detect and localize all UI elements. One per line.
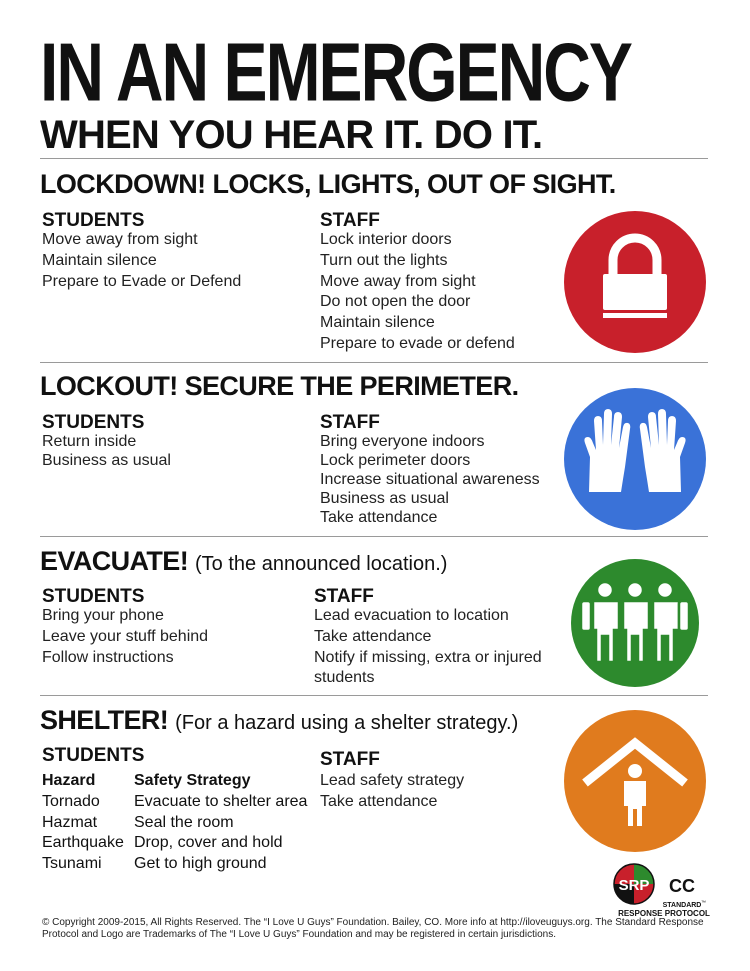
list-item: Return inside xyxy=(42,433,137,450)
srp-logo xyxy=(612,860,716,918)
evacuate-heading xyxy=(40,545,447,580)
list-item: Business as usual xyxy=(42,452,171,469)
table-row xyxy=(42,813,307,834)
list-item: Move away from sight xyxy=(320,272,476,290)
list-item: Lock perimeter doors xyxy=(320,452,471,469)
divider xyxy=(40,362,708,363)
shelter-heading-note: (For a hazard using a shelter strategy.) xyxy=(175,712,519,734)
lockdown-staff-label: STAFF xyxy=(320,210,380,231)
list-item: Notify if missing, extra or injured xyxy=(314,648,542,666)
list-item: Business as usual xyxy=(320,490,449,507)
shelter-students-label: STUDENTS xyxy=(42,745,145,766)
shelter-person-icon xyxy=(563,709,707,853)
table-header-row xyxy=(42,771,307,792)
hazard-column-header: Hazard xyxy=(42,772,96,789)
lockout-staff-list xyxy=(320,432,540,527)
padlock-icon xyxy=(563,210,707,354)
lockout-staff-label: STAFF xyxy=(320,412,380,433)
shelter-staff-list xyxy=(320,771,464,813)
list-item: Turn out the lights xyxy=(320,251,448,269)
list-item: Bring your phone xyxy=(42,607,164,624)
list-item: Maintain silence xyxy=(42,251,157,269)
lockout-students-list xyxy=(42,432,171,470)
logo-line1: STANDARD xyxy=(662,902,702,909)
list-item: Take attendance xyxy=(314,627,432,645)
list-item: Bring everyone indoors xyxy=(320,433,485,450)
people-group-icon xyxy=(563,558,707,688)
page-subtitle: WHEN YOU HEAR IT. DO IT. xyxy=(40,113,543,157)
lockdown-students-list xyxy=(42,230,241,292)
strategy-cell: Drop, cover and hold xyxy=(134,834,283,852)
shelter-staff-label: STAFF xyxy=(320,749,380,770)
list-item: Increase situational awareness xyxy=(320,471,540,488)
divider xyxy=(40,695,708,696)
list-item: Maintain silence xyxy=(320,314,435,332)
lockout-students-label: STUDENTS xyxy=(42,412,145,433)
evacuate-students-label: STUDENTS xyxy=(42,586,145,607)
list-item: Do not open the door xyxy=(320,293,471,311)
evacuate-staff-label: STAFF xyxy=(314,586,374,607)
list-item: Prepare to Evade or Defend xyxy=(42,272,242,290)
list-item: Take attendance xyxy=(320,792,438,810)
list-item: Prepare to evade or defend xyxy=(320,334,515,352)
hazard-cell: Earthquake xyxy=(42,834,124,852)
strategy-column-header: Safety Strategy xyxy=(134,772,251,789)
logo-line2: RESPONSE PROTOCOL xyxy=(618,909,710,918)
list-item: Follow instructions xyxy=(42,648,174,666)
table-row xyxy=(42,854,307,875)
footer-copyright: © Copyright 2009-2015, All Rights Reserved. The “I Love U Guys” Foundation. Bailey, CO. More info at http://iloveuguys.org. The Standard Response Protocol and Logo are Trademarks of The “I Love U Guys” Foundation and may be registered in certain jurisdictions. xyxy=(42,917,704,940)
page-title: IN AN EMERGENCY xyxy=(40,25,631,118)
shelter-heading-title: SHELTER! xyxy=(40,705,169,735)
list-item: Leave your stuff behind xyxy=(42,627,209,645)
lockdown-heading: LOCKDOWN! LOCKS, LIGHTS, OUT OF SIGHT. xyxy=(40,169,616,199)
strategy-cell: Evacuate to shelter area xyxy=(134,792,308,810)
logo-tm: ™ xyxy=(701,900,706,906)
strategy-cell: Get to high ground xyxy=(134,855,267,873)
lockdown-staff-list xyxy=(320,230,515,355)
list-item: Take attendance xyxy=(320,509,438,526)
hazard-cell: Hazmat xyxy=(42,813,98,831)
list-item: Lead evacuation to location xyxy=(314,607,509,624)
hands-icon xyxy=(563,387,707,531)
list-item: Lock interior doors xyxy=(320,231,452,248)
lockdown-students-label: STUDENTS xyxy=(42,210,145,231)
divider xyxy=(40,536,708,537)
table-row xyxy=(42,792,307,813)
list-item: Lead safety strategy xyxy=(320,772,465,789)
divider xyxy=(40,158,708,159)
shelter-heading xyxy=(40,704,518,739)
list-item: Move away from sight xyxy=(42,231,198,248)
strategy-cell: Seal the room xyxy=(134,813,234,831)
logo-mark: SRP xyxy=(618,877,650,894)
lockout-heading: LOCKOUT! SECURE THE PERIMETER. xyxy=(40,371,519,401)
evacuate-heading-title: EVACUATE! xyxy=(40,546,189,576)
shelter-strategy-table xyxy=(42,771,307,875)
table-row xyxy=(42,833,307,854)
list-item: students xyxy=(314,669,375,687)
evacuate-heading-note: (To the announced location.) xyxy=(195,553,448,575)
evacuate-staff-list xyxy=(314,606,542,689)
logo-cc: CC xyxy=(669,876,695,896)
evacuate-students-list xyxy=(42,606,208,668)
hazard-cell: Tsunami xyxy=(42,855,102,873)
hazard-cell: Tornado xyxy=(42,792,100,810)
